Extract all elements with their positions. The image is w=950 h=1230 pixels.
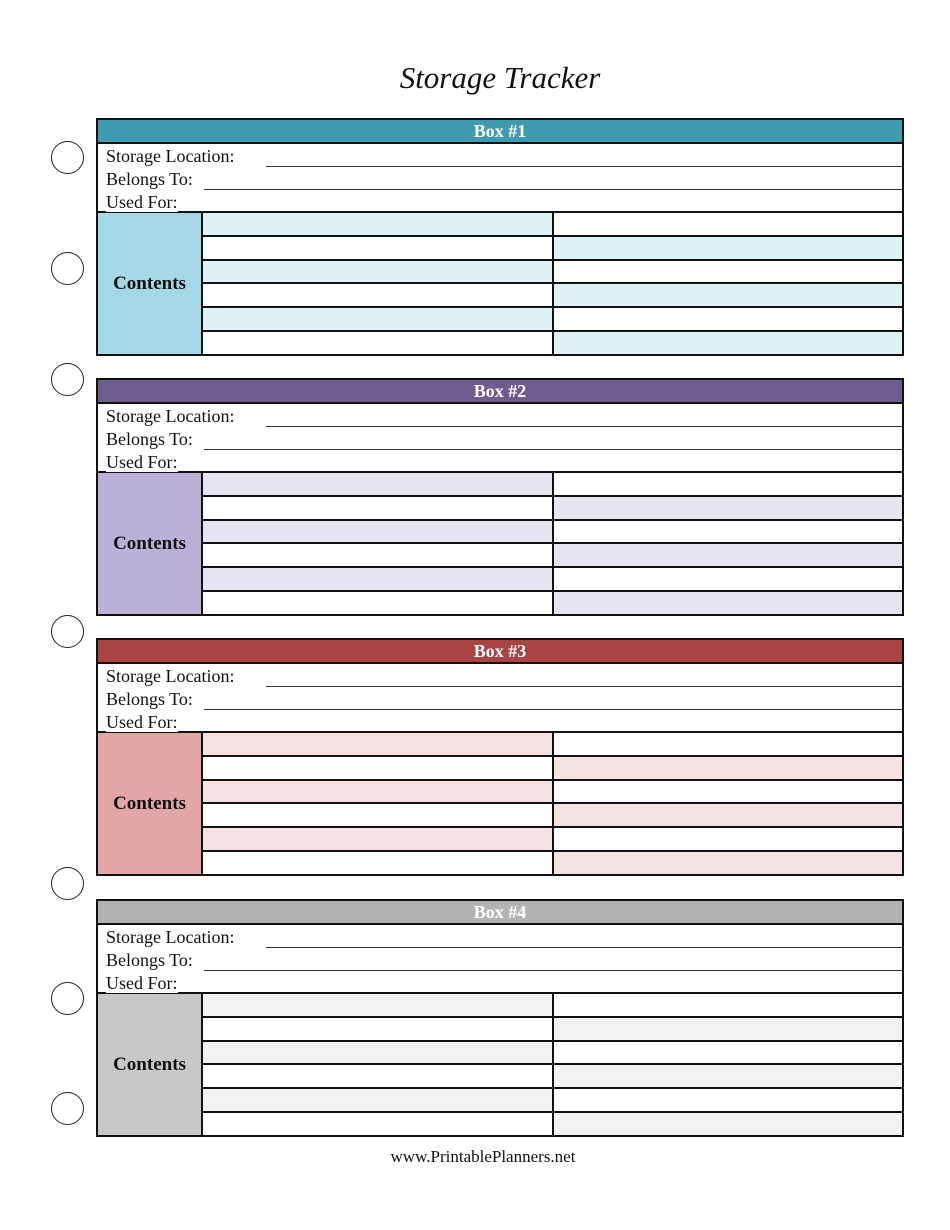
contents-cell[interactable] <box>203 521 552 545</box>
storage-location-label: Storage Location: <box>106 666 235 686</box>
belongs-to-field[interactable] <box>98 427 902 450</box>
contents-cell[interactable] <box>203 1042 552 1066</box>
storage-location-label: Storage Location: <box>106 927 235 947</box>
contents-cell[interactable] <box>554 544 903 568</box>
binder-hole <box>51 867 84 900</box>
belongs-to-label: Belongs To: <box>106 689 193 709</box>
contents-section <box>98 473 902 614</box>
contents-section <box>98 213 902 354</box>
contents-cell[interactable] <box>203 261 552 285</box>
binder-hole <box>51 982 84 1015</box>
contents-cell[interactable] <box>554 308 903 332</box>
contents-column-left <box>203 473 554 614</box>
contents-cell[interactable] <box>203 308 552 332</box>
used-for-label: Used For: <box>106 452 178 472</box>
storage-box-2 <box>96 378 904 616</box>
contents-grid <box>203 213 902 354</box>
storage-location-field[interactable] <box>98 925 902 948</box>
contents-cell[interactable] <box>554 1018 903 1042</box>
contents-label: Contents <box>98 733 203 874</box>
binder-hole <box>51 252 84 285</box>
contents-cell[interactable] <box>554 757 903 781</box>
contents-cell[interactable] <box>203 828 552 852</box>
storage-location-field[interactable] <box>98 404 902 427</box>
contents-column-right <box>554 994 903 1135</box>
belongs-to-field[interactable] <box>98 948 902 971</box>
box-header: Box #1 <box>98 120 902 144</box>
contents-cell[interactable] <box>554 781 903 805</box>
binder-hole <box>51 1092 84 1125</box>
contents-cell[interactable] <box>203 237 552 261</box>
used-for-field[interactable] <box>98 971 902 994</box>
belongs-to-label: Belongs To: <box>106 429 193 449</box>
contents-cell[interactable] <box>554 1089 903 1113</box>
contents-cell[interactable] <box>203 213 552 237</box>
used-for-label: Used For: <box>106 712 178 732</box>
used-for-field[interactable] <box>98 450 902 473</box>
contents-cell[interactable] <box>554 332 903 354</box>
contents-column-right <box>554 473 903 614</box>
contents-cell[interactable] <box>203 1065 552 1089</box>
contents-cell[interactable] <box>554 852 903 874</box>
contents-label: Contents <box>98 213 203 354</box>
contents-cell[interactable] <box>203 1018 552 1042</box>
binder-hole <box>51 141 84 174</box>
box-header: Box #2 <box>98 380 902 404</box>
contents-grid <box>203 994 902 1135</box>
contents-cell[interactable] <box>554 213 903 237</box>
contents-cell[interactable] <box>203 592 552 614</box>
storage-location-label: Storage Location: <box>106 406 235 426</box>
belongs-to-field[interactable] <box>98 167 902 190</box>
contents-label: Contents <box>98 473 203 614</box>
contents-cell[interactable] <box>203 994 552 1018</box>
contents-cell[interactable] <box>203 544 552 568</box>
contents-label: Contents <box>98 994 203 1135</box>
belongs-to-label: Belongs To: <box>106 950 193 970</box>
contents-column-left <box>203 213 554 354</box>
contents-grid <box>203 473 902 614</box>
contents-cell[interactable] <box>554 804 903 828</box>
contents-column-right <box>554 213 903 354</box>
contents-column-right <box>554 733 903 874</box>
contents-cell[interactable] <box>203 1089 552 1113</box>
contents-column-left <box>203 994 554 1135</box>
used-for-field[interactable] <box>98 710 902 733</box>
contents-cell[interactable] <box>554 592 903 614</box>
contents-cell[interactable] <box>203 284 552 308</box>
contents-cell[interactable] <box>554 828 903 852</box>
contents-cell[interactable] <box>554 1113 903 1135</box>
box-header: Box #3 <box>98 640 902 664</box>
contents-cell[interactable] <box>203 568 552 592</box>
footer-url: www.PrintablePlanners.net <box>390 1147 576 1166</box>
contents-cell[interactable] <box>554 237 903 261</box>
contents-cell[interactable] <box>203 473 552 497</box>
used-for-label: Used For: <box>106 192 178 212</box>
contents-cell[interactable] <box>554 1065 903 1089</box>
binder-hole <box>51 615 84 648</box>
contents-cell[interactable] <box>203 804 552 828</box>
used-for-label: Used For: <box>106 973 178 993</box>
contents-section <box>98 994 902 1135</box>
storage-location-field[interactable] <box>98 144 902 167</box>
storage-location-label: Storage Location: <box>106 146 235 166</box>
storage-box-1 <box>96 118 904 356</box>
contents-cell[interactable] <box>554 497 903 521</box>
contents-cell[interactable] <box>554 261 903 285</box>
contents-cell[interactable] <box>203 332 552 354</box>
contents-cell[interactable] <box>554 994 903 1018</box>
box-header: Box #4 <box>98 901 902 925</box>
contents-cell[interactable] <box>554 1042 903 1066</box>
contents-cell[interactable] <box>554 521 903 545</box>
contents-section <box>98 733 902 874</box>
contents-cell[interactable] <box>554 284 903 308</box>
contents-cell[interactable] <box>203 1113 552 1135</box>
binder-hole <box>51 363 84 396</box>
contents-cell[interactable] <box>203 757 552 781</box>
contents-column-left <box>203 733 554 874</box>
contents-cell[interactable] <box>203 781 552 805</box>
contents-cell[interactable] <box>554 473 903 497</box>
storage-box-4 <box>96 899 904 1137</box>
contents-grid <box>203 733 902 874</box>
contents-cell[interactable] <box>554 733 903 757</box>
page-title: Storage Tracker <box>399 60 601 95</box>
storage-box-3 <box>96 638 904 876</box>
contents-cell[interactable] <box>554 568 903 592</box>
belongs-to-label: Belongs To: <box>106 169 193 189</box>
used-for-field[interactable] <box>98 190 902 213</box>
contents-cell[interactable] <box>203 852 552 874</box>
contents-cell[interactable] <box>203 733 552 757</box>
contents-cell[interactable] <box>203 497 552 521</box>
storage-location-field[interactable] <box>98 664 902 687</box>
belongs-to-field[interactable] <box>98 687 902 710</box>
